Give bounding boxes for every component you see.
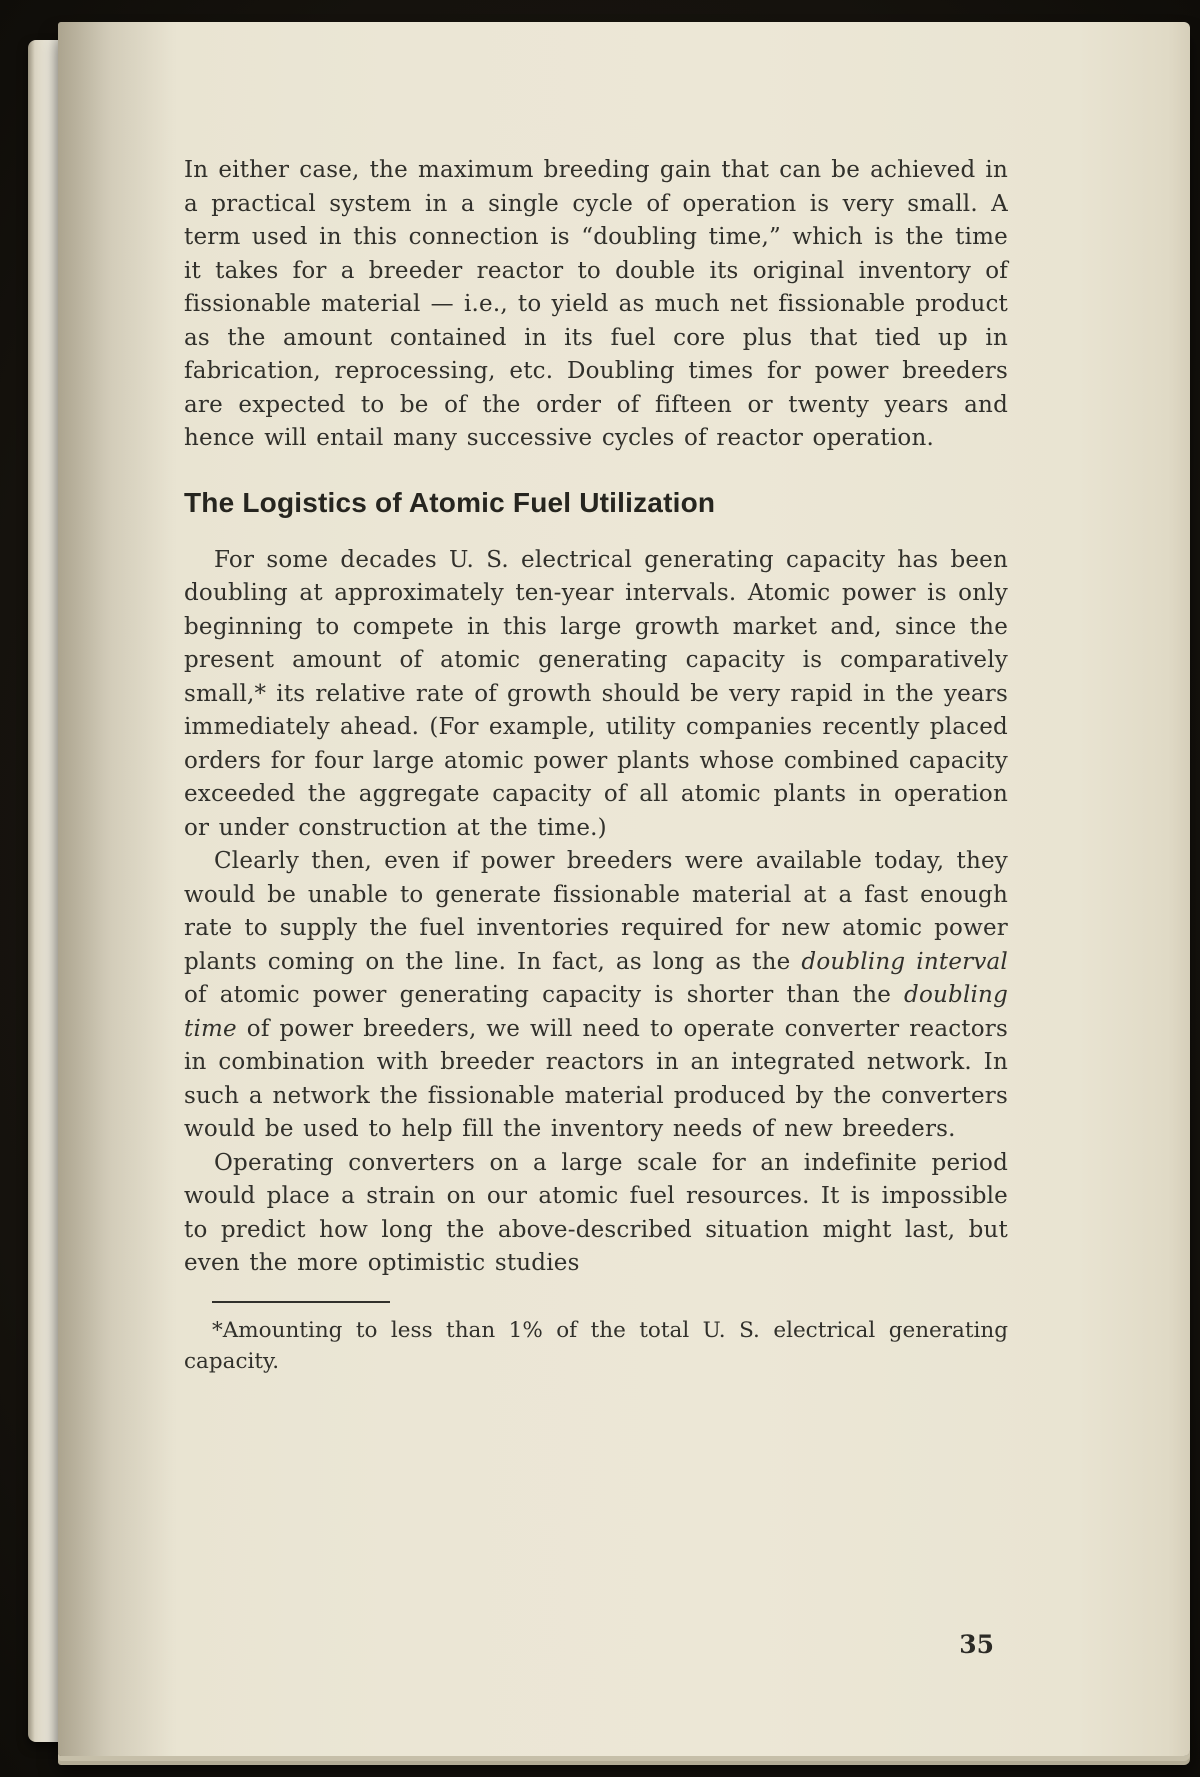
text-block bbox=[184, 154, 1008, 1377]
p3-italic-doubling-interval: doubling interval bbox=[801, 948, 1008, 975]
gutter-shadow bbox=[58, 22, 178, 1756]
p3-text-1: Clearly then, even if power breeders were available today, they would be unable to generate fissionable material at a fast enough rate to supply the fuel inventories required for new atomic power plants coming on the line. In fact, as long as the bbox=[184, 848, 1008, 975]
paragraph-operating-converters: Operating converters on a large scale for an indefinite period would place a strain on our atomic fuel resources. It is impossible to predict how long the above-described situation might last, but even the more optimistic studies bbox=[184, 1149, 1008, 1276]
p3-text-3: of power breeders, we will need to operate converter reactors in combination with breeder reactors in an integrated network. In such a network the fissionable material produced by the converters would be used to help fill the inventory needs of new breeders. bbox=[184, 1015, 1008, 1142]
section-heading: The Logistics of Atomic Fuel Utilization bbox=[184, 486, 716, 518]
p3-text-2: of atomic power generating capacity is shorter than the bbox=[184, 982, 905, 1008]
paragraph-power-breeders bbox=[184, 845, 1008, 1147]
page-number: 35 bbox=[959, 1630, 994, 1659]
footnote-rule bbox=[212, 1301, 390, 1303]
paragraph-breeding-gain: In either case, the maximum breeding gain that can be achieved in a practical system in a single cycle of operation is very small. A term used in this connection is “doubling time,” which is the time it takes for a breeder reactor to double its original inventory of fissionable material — i.e., to yield as much net fissionable product as the amount contained in its fuel core plus that tied up in fabrication, reprocessing, etc. Doubling times for power breeders are expected to be of the order of fifteen or twenty years and hence will entail many successive cycles of reactor operation. bbox=[184, 157, 1008, 451]
paragraph-generating-capacity: For some decades U. S. electrical generating capacity has been doubling at approximately ten-year intervals. Atomic power is only beginning to compete in this large growth market and, since the present amount of atomic generating capacity is comparatively small,* its relative rate of growth should be very rapid in the years immediately ahead. (For example, utility companies recently placed orders for four large atomic power plants whose combined capacity exceeded the aggregate capacity of all atomic plants in operation or under construction at the time.) bbox=[184, 546, 1008, 841]
p3-italic-doubling-time: doubling time bbox=[184, 982, 1008, 1042]
book-page bbox=[58, 22, 1190, 1756]
footnote: *Amounting to less than 1% of the total U. S. electrical generating capacity. bbox=[184, 1317, 1008, 1374]
